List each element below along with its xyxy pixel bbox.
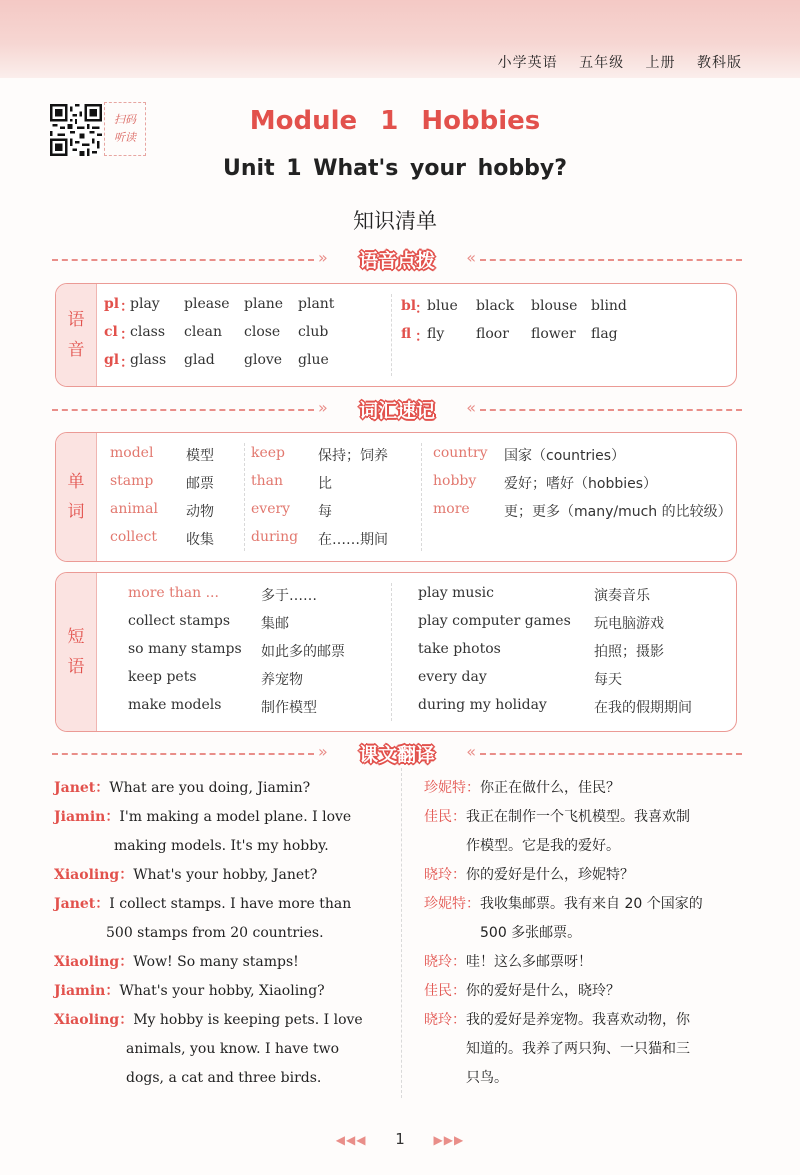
phonics-blend: bl	[401, 298, 417, 314]
word-english: hobby	[433, 473, 477, 489]
phonics-word: play	[130, 296, 160, 312]
dialogue-turn	[54, 948, 379, 977]
phonics-word: fly	[427, 326, 445, 342]
dialogue-text: 你的爱好是什么，珍妮特？	[466, 867, 634, 883]
word-english: than	[251, 473, 284, 489]
word-english: animal	[110, 501, 158, 517]
phonics-blend: pl	[104, 296, 120, 312]
phrases-tab	[56, 573, 97, 731]
phonics-word: black	[476, 298, 515, 314]
dialogue-text: making models. It's my hobby.	[114, 838, 329, 854]
word-chinese: 保持；饲养	[318, 448, 388, 464]
phonics-blend: fl	[401, 326, 412, 342]
tab-char: 音	[67, 340, 85, 360]
divider-right	[480, 259, 742, 261]
qr-label-line2: 听读	[114, 131, 136, 144]
phonics-tab	[56, 284, 97, 386]
phrases-box	[55, 572, 737, 732]
blend-colon: ：	[415, 301, 429, 317]
phonics-word: glue	[298, 352, 329, 368]
speaker-name: Janet：	[54, 896, 110, 912]
dialogue-text: animals, you know. I have two	[126, 1041, 340, 1057]
divider-left	[52, 753, 314, 755]
phonics-word: flower	[531, 326, 576, 342]
speaker-name: 晓玲：	[424, 1012, 466, 1028]
tab-char: 短	[67, 627, 85, 647]
word-english: country	[433, 445, 488, 461]
speaker-name: 晓玲：	[424, 954, 466, 970]
phonics-word: close	[244, 324, 281, 340]
speaker-name: Jiamin：	[54, 983, 120, 999]
blend-colon: ：	[120, 355, 134, 371]
blend-colon: ：	[120, 299, 134, 315]
phrase-chinese: 在我的假期期间	[594, 700, 692, 716]
dialogue-text: 500 多张邮票。	[480, 925, 582, 941]
double-chevron-left-icon: «	[466, 742, 476, 761]
divider-left	[52, 259, 314, 261]
dialogue-turn	[424, 774, 754, 803]
dialogue-text: 知道的。我养了两只狗、一只猫和三	[466, 1041, 690, 1057]
dialogue-text: 我正在制作一个飞机模型。我喜欢制	[466, 809, 690, 825]
phonics-word: flag	[591, 326, 618, 342]
dialogue-turn	[54, 890, 379, 948]
divider-right	[480, 753, 742, 755]
dialogue-turn	[54, 1006, 379, 1093]
dialogue-text: 作模型。它是我的爱好。	[466, 838, 620, 854]
page-footer	[0, 1130, 800, 1148]
header-band	[0, 0, 800, 78]
dialogue-text: 我收集邮票。我有来自 20 个国家的	[480, 896, 703, 912]
phrase-english: collect stamps	[128, 613, 231, 629]
dialogue-turn	[424, 1006, 754, 1093]
tab-char: 语	[67, 310, 85, 330]
speaker-name: Janet：	[54, 780, 110, 796]
translation-column-divider	[401, 768, 402, 1098]
phrase-chinese: 玩电脑游戏	[594, 616, 664, 632]
word-english: every	[251, 501, 291, 517]
phrase-chinese: 集邮	[261, 616, 289, 632]
dialogue-text: What are you doing, Jiamin?	[109, 780, 311, 796]
dialogue-turn	[54, 861, 379, 890]
subject: 小学英语	[497, 55, 558, 71]
grade: 五年级	[579, 55, 625, 71]
qr-label-line1: 扫码	[114, 113, 136, 126]
module-title: Module 1 Hobbies	[249, 106, 541, 136]
phrase-chinese: 养宠物	[261, 672, 303, 688]
phonics-word: floor	[476, 326, 509, 342]
double-chevron-left-icon: «	[466, 248, 476, 267]
word-english: model	[110, 445, 154, 461]
double-chevron-right-icon: »	[318, 248, 328, 267]
words-box	[55, 432, 737, 562]
phonics-word: club	[298, 324, 329, 340]
column-divider	[421, 443, 422, 551]
book-info	[482, 52, 742, 72]
column-divider	[244, 443, 245, 551]
dialogue-turn	[54, 803, 379, 861]
words-tab	[56, 433, 97, 561]
phrase-chinese: 演奏音乐	[594, 588, 650, 604]
phonics-blend: cl	[104, 324, 118, 340]
dialogue-turn	[424, 948, 754, 977]
phonics-word: blue	[427, 298, 458, 314]
speaker-name: 珍妮特：	[424, 780, 480, 796]
double-chevron-right-icon: »	[318, 398, 328, 417]
phonics-blend: gl	[104, 352, 120, 368]
dialogue-text: What's your hobby, Janet?	[133, 867, 318, 883]
dialogue-text: 你的爱好是什么，晓玲？	[466, 983, 620, 999]
speaker-name: 佳民：	[424, 809, 466, 825]
unit-title: Unit 1 What's your hobby?	[223, 156, 567, 181]
phrase-chinese: 多于……	[261, 588, 317, 604]
double-chevron-left-icon: «	[466, 398, 476, 417]
dialogue-turn	[424, 890, 754, 948]
word-english: keep	[251, 445, 286, 461]
phrase-english: more than ...	[128, 585, 219, 601]
word-chinese: 在……期间	[318, 532, 388, 548]
speaker-name: 晓玲：	[424, 867, 466, 883]
dialogue-text: 只鸟。	[466, 1070, 508, 1086]
phrase-chinese: 制作模型	[261, 700, 317, 716]
section-label-translation: 课文翻译	[358, 744, 435, 766]
blend-colon: ：	[120, 327, 134, 343]
phrase-english: during my holiday	[418, 697, 547, 713]
column-divider	[391, 294, 392, 376]
word-chinese: 邮票	[186, 476, 214, 492]
phonics-word: clean	[184, 324, 222, 340]
triangles-right-icon: ▶▶▶	[433, 1133, 465, 1147]
triangles-left-icon: ◀◀◀	[335, 1133, 367, 1147]
word-chinese: 收集	[186, 532, 214, 548]
phonics-word: plane	[244, 296, 284, 312]
dialogue-turn	[424, 803, 754, 861]
phrase-english: take photos	[418, 641, 501, 657]
edition: 教科版	[697, 55, 742, 71]
word-chinese: 更；更多（many/much 的比较级）	[504, 504, 732, 520]
word-chinese: 爱好；嗜好（hobbies）	[504, 476, 658, 492]
dialogue-text: 你正在做什么，佳民？	[480, 780, 620, 796]
phonics-word: please	[184, 296, 230, 312]
dialogue-text: What's your hobby, Xiaoling?	[119, 983, 325, 999]
section-header-translation	[52, 742, 742, 766]
section-header-phonics	[52, 248, 742, 272]
word-chinese: 模型	[186, 448, 214, 464]
dialogue-text: Wow! So many stamps!	[133, 954, 299, 970]
volume: 上册	[645, 55, 676, 71]
speaker-name: Xiaoling：	[54, 1012, 134, 1028]
dialogue-turn	[424, 977, 754, 1006]
speaker-name: Jiamin：	[54, 809, 120, 825]
dialogue-turn	[54, 977, 379, 1006]
dialogue-turn	[54, 774, 379, 803]
blend-colon: ：	[415, 329, 429, 345]
speaker-name: 佳民：	[424, 983, 466, 999]
dialogue-text: I collect stamps. I have more than	[109, 896, 352, 912]
section-label-phonics: 语音点拨	[358, 250, 435, 272]
column-divider	[391, 583, 392, 721]
divider-right	[480, 409, 742, 411]
phonics-word: blind	[591, 298, 627, 314]
word-chinese: 国家（countries）	[504, 448, 626, 464]
word-chinese: 每	[318, 504, 332, 520]
dialogue-text: I'm making a model plane. I love	[119, 809, 352, 825]
word-english: during	[251, 529, 299, 545]
double-chevron-right-icon: »	[318, 742, 328, 761]
speaker-name: Xiaoling：	[54, 954, 134, 970]
page-title: 知识清单	[353, 209, 437, 233]
phonics-word: glass	[130, 352, 167, 368]
phrase-english: so many stamps	[128, 641, 242, 657]
dialogue-text: My hobby is keeping pets. I love	[133, 1012, 363, 1028]
phrase-chinese: 拍照；摄影	[594, 644, 664, 660]
tab-char: 语	[67, 657, 85, 677]
dialogue-text: dogs, a cat and three birds.	[126, 1070, 322, 1086]
phonics-word: glove	[244, 352, 283, 368]
dialogue-text: 500 stamps from 20 countries.	[106, 925, 324, 941]
speaker-name: 珍妮特：	[424, 896, 480, 912]
phrase-english: make models	[128, 697, 222, 713]
phonics-word: glad	[184, 352, 215, 368]
phonics-word: plant	[298, 296, 335, 312]
phrase-chinese: 每天	[594, 672, 622, 688]
phrase-english: play computer games	[418, 613, 571, 629]
tab-char: 单	[67, 472, 85, 492]
tab-char: 词	[67, 502, 85, 522]
phonics-word: class	[130, 324, 166, 340]
speaker-name: Xiaoling：	[54, 867, 134, 883]
phrase-chinese: 如此多的邮票	[261, 644, 345, 660]
page-number: 1	[395, 1130, 405, 1148]
word-chinese: 动物	[186, 504, 214, 520]
word-english: stamp	[110, 473, 154, 489]
phrase-english: keep pets	[128, 669, 197, 685]
section-label-vocab: 词汇速记	[358, 400, 435, 422]
phrase-english: play music	[418, 585, 494, 601]
dialogue-text: 我的爱好是养宠物。我喜欢动物，你	[466, 1012, 690, 1028]
phrase-english: every day	[418, 669, 487, 685]
word-english: more	[433, 501, 470, 517]
phonics-box	[55, 283, 737, 387]
word-english: collect	[110, 529, 157, 545]
word-chinese: 比	[318, 476, 332, 492]
phonics-word: blouse	[531, 298, 578, 314]
section-header-vocab	[52, 398, 742, 422]
divider-left	[52, 409, 314, 411]
dialogue-turn	[424, 861, 754, 890]
dialogue-text: 哇！这么多邮票呀！	[466, 954, 592, 970]
